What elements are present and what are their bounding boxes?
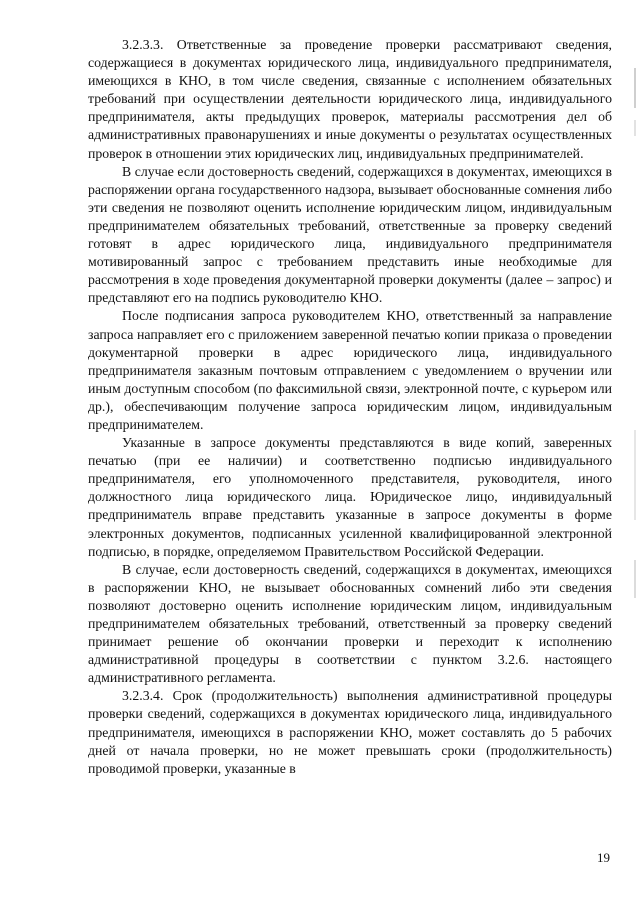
paragraph-3-2-3-4: 3.2.3.4. Срок (продолжительность) выполнения административной процедуры проверки сведений, содержащихся в документах юридического лица, индивидуального предпринимателя, имеющихся в распоряжении КНО, может составлять до 5 рабочих дней от начала проверки, но не может превышать сроки (продолжительность) проводимой проверки, указанные в — [88, 688, 612, 776]
page-number: 19 — [597, 850, 610, 865]
scan-edge-mark — [634, 120, 636, 136]
scan-edge-mark — [634, 68, 636, 108]
scan-edge-mark — [634, 560, 636, 598]
scan-edge-mark — [634, 430, 636, 520]
paragraph-check-completion: В случае, если достоверность сведений, содержащихся в документах, имеющихся в распоряжении КНО, не вызывает обоснованных сомнений либо эти сведения позволяют достоверно оценить исполнение юридическим лицом, индивидуальным предпринимателем обязательных требований, ответственный за проверку сведений принимает решение об окончании проверки и переходит к исполнению административной процедуры в соответствии с пунктом 3.2.6. настоящего административного регламента. — [88, 561, 612, 686]
paragraph-request-dispatch: После подписания запроса руководителем КНО, ответственный за направление запроса направляет его с приложением заверенной печатью копии приказа о проведении документарной проверки в адрес юридического лица, индивидуального предпринимателя заказным почтовым отправлением с уведомлением о вручении или иным доступным способом (по факсимильной связи, электронной почте, с курьером или др.), обеспечивающим получение запроса юридическим лицом, индивидуальным предпринимателем. — [88, 308, 612, 432]
paragraph-doubtful-information: В случае если достоверность сведений, содержащихся в документах, имеющихся в распоряжении органа государственного надзора, вызывает обоснованные сомнения либо эти сведения не позволяют оценить исполнение юридическим лицом, индивидуальным предпринимателем обязательных требований, ответственные за проверку сведений готовят в адрес юридического лица, индивидуального предпринимателя мотивированный запрос с требованием представить иные необходимые для рассмотрения в ходе проведения документарной проверки документы (далее – запрос) и представляют его на подпись руководителю КНО. — [88, 163, 612, 306]
paragraph-3-2-3-3: 3.2.3.3. Ответственные за проведение проверки рассматривают сведения, содержащиеся в документах юридического лица, индивидуального предпринимателя, имеющихся в КНО, в том числе сведения, связанные с исполнением обязательных требований при осуществлении деятельности юридического лица, индивидуального предпринимателя, акты предыдущих проверок, материалы рассмотрения дел об административных правонарушениях и иные документы о результатах осуществленных проверок в отношении этих юридических лиц, индивидуальных предпринимателей. — [88, 37, 612, 161]
document-body — [88, 36, 612, 778]
paragraph-requested-documents: Указанные в запросе документы представляются в виде копий, заверенных печатью (при ее наличии) и соответственно подписью индивидуального предпринимателя, его уполномоченного представителя, руководителя, иного должностного лица юридического лица. Юридическое лицо, индивидуальный предприниматель вправе представить указанные в запросе документы в форме электронных документов, подписанных усиленной квалифицированной электронной подписью, в порядке, определяемом Правительством Российской Федерации. — [88, 435, 612, 559]
